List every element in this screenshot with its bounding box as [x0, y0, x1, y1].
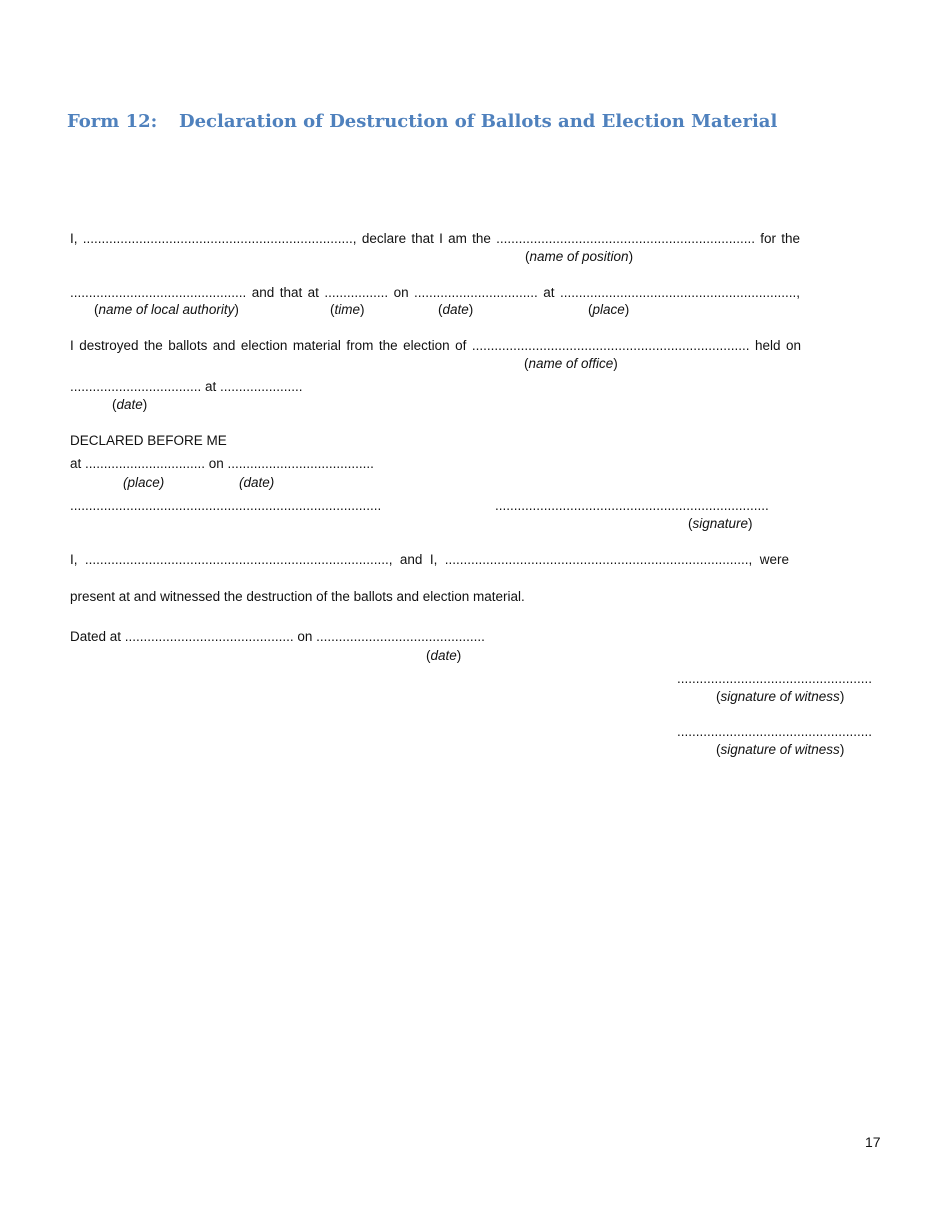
- label-time: (time): [330, 302, 365, 317]
- label-signature-of-witness-1: (signature of witness): [716, 689, 845, 704]
- label-date-held: (date): [112, 397, 148, 412]
- label-signature: (signature): [688, 516, 753, 531]
- witness-2-signature-line: ....................................................: [677, 724, 873, 739]
- witness-statement: present at and witnessed the destruction of the ballots and election material.: [70, 589, 525, 604]
- label-name-of-office: (name of office): [524, 356, 618, 371]
- form-title: Declaration of Destruction of Ballots and Election Material: [179, 111, 778, 132]
- officer-signature-line: ...................................................................................: [70, 498, 382, 513]
- declaration-line-5: at ................................ on .......................................: [70, 456, 374, 471]
- declarant-signature-line: .........................................................................: [495, 498, 769, 513]
- witness-names-line: I, ................................................................................., and I, ................................................................................., were: [70, 552, 789, 567]
- witness-1-signature-line: ....................................................: [677, 671, 873, 686]
- label-place: (place): [588, 302, 630, 317]
- declaration-line-3: I destroyed the ballots and election material from the election of .......................................................................... held on: [70, 338, 801, 353]
- form-number: Form 12:: [67, 111, 158, 132]
- label-signature-of-witness-2: (signature of witness): [716, 742, 845, 757]
- declaration-line-4: ................................... at ......................: [70, 379, 303, 394]
- declared-before-me: DECLARED BEFORE ME: [70, 433, 227, 448]
- page-number: 17: [865, 1134, 881, 1150]
- label-date: (date): [438, 302, 474, 317]
- label-name-of-local-authority: (name of local authority): [94, 302, 239, 317]
- label-date-declared: (date): [239, 475, 275, 490]
- label-date-dated: (date): [426, 648, 462, 663]
- label-place-declared: (place): [123, 475, 165, 490]
- dated-line: Dated at ............................................. on .............................................: [70, 629, 485, 644]
- label-name-of-position: (name of position): [525, 249, 634, 264]
- declaration-line-2: ............................................... and that at ................. on ................................. at ...............................................................,: [70, 285, 800, 300]
- declaration-line-1: I, ........................................................................, declare that I am the ..................................................................... for the: [70, 231, 800, 246]
